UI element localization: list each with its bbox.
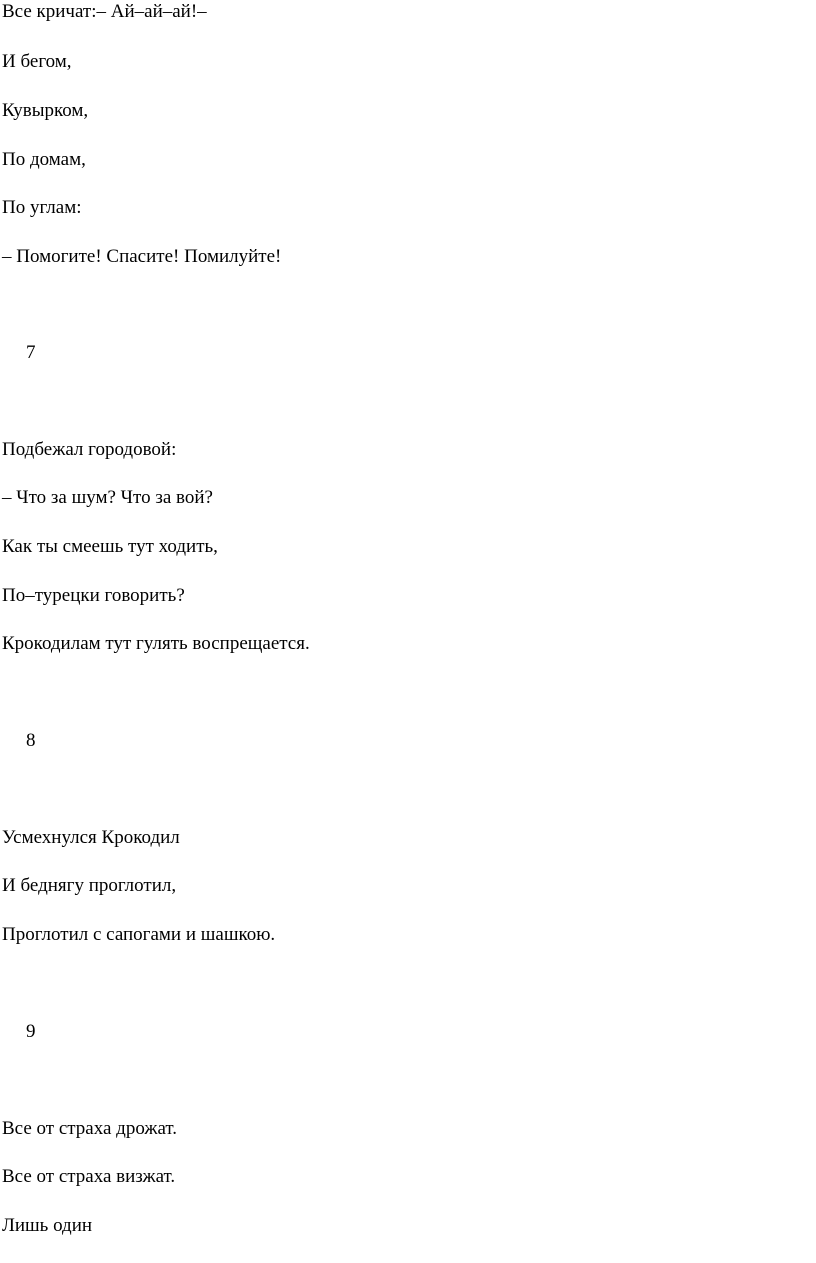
poem-line: И беднягу проглотил, [2,875,177,896]
poem-line: По домам, [2,149,86,170]
poem-line: Как ты смеешь тут ходить, [2,536,218,557]
poem-line: Все от страха визжат. [2,1166,176,1187]
poem-line: Все кричат:– Ай–ай–ай!– [2,1,207,22]
poem-line: И бегом, [2,51,72,72]
poem-line: Все от страха дрожат. [2,1118,178,1139]
stanza-number: 8 [26,730,36,751]
poem-line: Крокодилам тут гулять воспрещается. [2,633,310,654]
poem-line: Лишь один [2,1215,93,1236]
stanza-number: 9 [26,1021,36,1042]
poem-line: – Помогите! Спасите! Помилуйте! [2,246,282,267]
poem-line: – Что за шум? Что за вой? [2,487,213,508]
poem-line: Кувырком, [2,100,89,121]
poem-line: По–турецки говорить? [2,585,185,606]
poem-line: Проглотил с сапогами и шашкою. [2,924,276,945]
poem-line: Подбежал городовой: [2,439,177,460]
poem-line: По углам: [2,197,82,218]
stanza-number: 7 [26,342,36,363]
poem-line: Усмехнулся Крокодил [2,827,180,848]
